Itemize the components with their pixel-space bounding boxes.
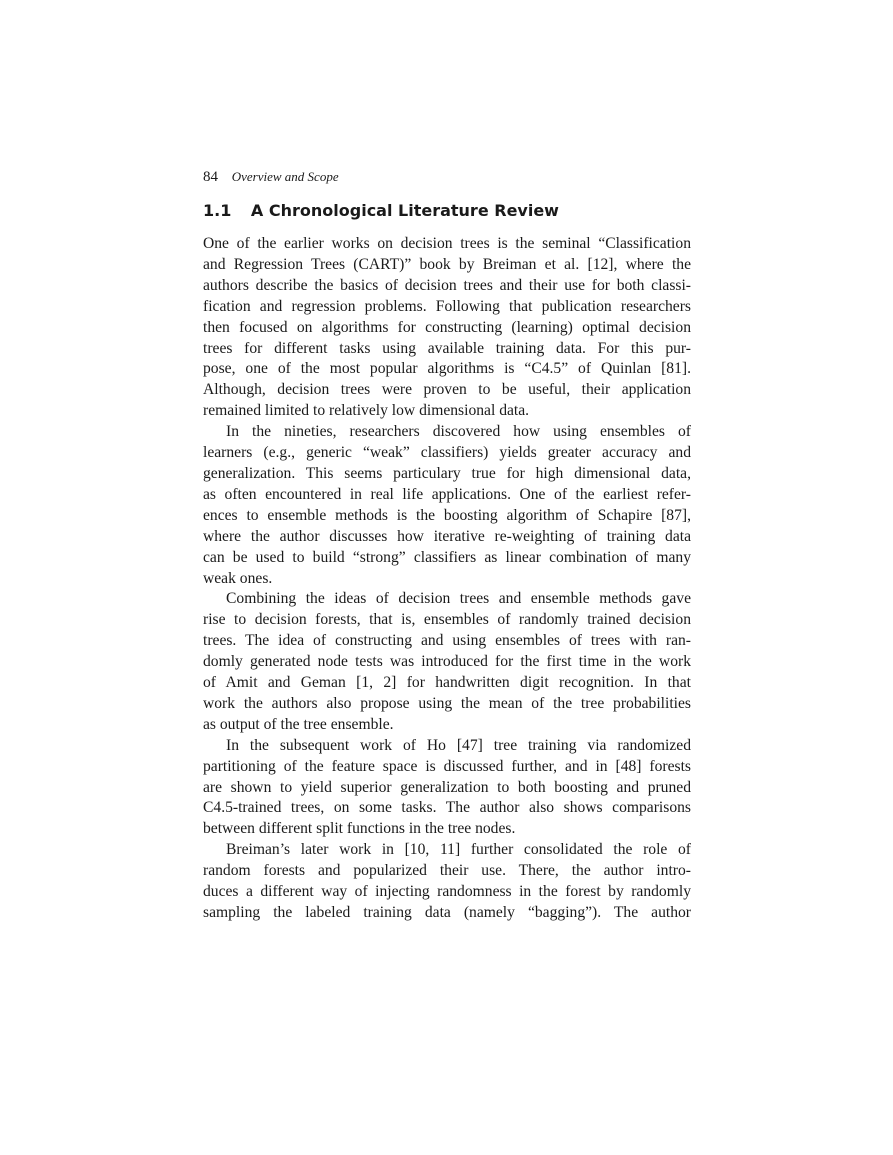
paragraph <box>203 234 691 422</box>
text-line: ences to ensemble methods is the boosting algorithm of Schapire [87], <box>203 506 691 524</box>
text-line: random forests and popularized their use. There, the author intro- <box>203 862 691 880</box>
text-line: then focused on algorithms for constructing (learning) optimal decision <box>203 318 691 336</box>
text-line: weak ones. <box>203 569 273 587</box>
text-line: Breiman’s later work in [10, 11] further consolidated the role of <box>226 841 691 859</box>
text-line: In the subsequent work of Ho [47] tree training via randomized <box>226 736 691 754</box>
text-line: learners (e.g., generic “weak” classifiers) yields greater accuracy and <box>203 444 691 462</box>
text-line: remained limited to relatively low dimensional data. <box>203 402 530 420</box>
text-line: generalization. This seems particulary true for high dimensional data, <box>203 464 691 482</box>
text-line: are shown to yield superior generalization to both boosting and pruned <box>203 778 691 796</box>
text-line: Combining the ideas of decision trees and ensemble methods gave <box>226 590 691 608</box>
text-line: fication and regression problems. Following that publication researchers <box>203 297 691 315</box>
running-title: Overview and Scope <box>231 169 339 184</box>
text-line: rise to decision forests, that is, ensembles of randomly trained decision <box>203 611 691 629</box>
text-line: Although, decision trees were proven to be useful, their application <box>203 381 691 399</box>
text-line: of Amit and Geman [1, 2] for handwritten digit recognition. In that <box>203 674 691 692</box>
page-header <box>203 168 339 186</box>
section-heading <box>203 200 559 222</box>
text-line: sampling the labeled training data (namely “bagging”). The author <box>203 904 691 921</box>
text-line: trees. The idea of constructing and using ensembles of trees with ran- <box>203 632 691 650</box>
text-line: partitioning of the feature space is discussed further, and in [48] forests <box>203 757 691 775</box>
text-line: trees for different tasks using available training data. For this pur- <box>203 339 691 357</box>
paragraph <box>203 736 691 841</box>
text-line: where the author discusses how iterative re-weighting of training data <box>203 527 691 545</box>
text-line: as output of the tree ensemble. <box>203 715 394 733</box>
section-number: 1.1 <box>203 201 232 220</box>
text-line: authors describe the basics of decision trees and their use for both classi- <box>203 276 691 294</box>
text-line: and Regression Trees (CART)” book by Breiman et al. [12], where the <box>203 255 691 273</box>
text-line: One of the earlier works on decision trees is the seminal “Classification <box>203 235 691 252</box>
paragraph <box>203 840 691 924</box>
text-line: as often encountered in real life applications. One of the earliest refer- <box>203 485 691 503</box>
text-line: between different split functions in the tree nodes. <box>203 820 516 838</box>
text-line: pose, one of the most popular algorithms is “C4.5” of Quinlan [81]. <box>203 360 691 378</box>
text-line: domly generated node tests was introduced for the first time in the work <box>203 653 691 671</box>
text-line: In the nineties, researchers discovered how using ensembles of <box>226 423 691 441</box>
text-line: C4.5-trained trees, on some tasks. The author also shows comparisons <box>203 799 691 817</box>
text-line: work the authors also propose using the mean of the tree probabilities <box>203 694 691 712</box>
page-number: 84 <box>203 169 218 185</box>
body-text <box>203 234 691 924</box>
paragraph <box>203 422 691 589</box>
text-line: duces a different way of injecting randomness in the forest by randomly <box>203 883 691 901</box>
section-title: A Chronological Literature Review <box>250 201 559 220</box>
paragraph <box>203 589 691 735</box>
text-line: can be used to build “strong” classifiers as linear combination of many <box>203 548 691 566</box>
